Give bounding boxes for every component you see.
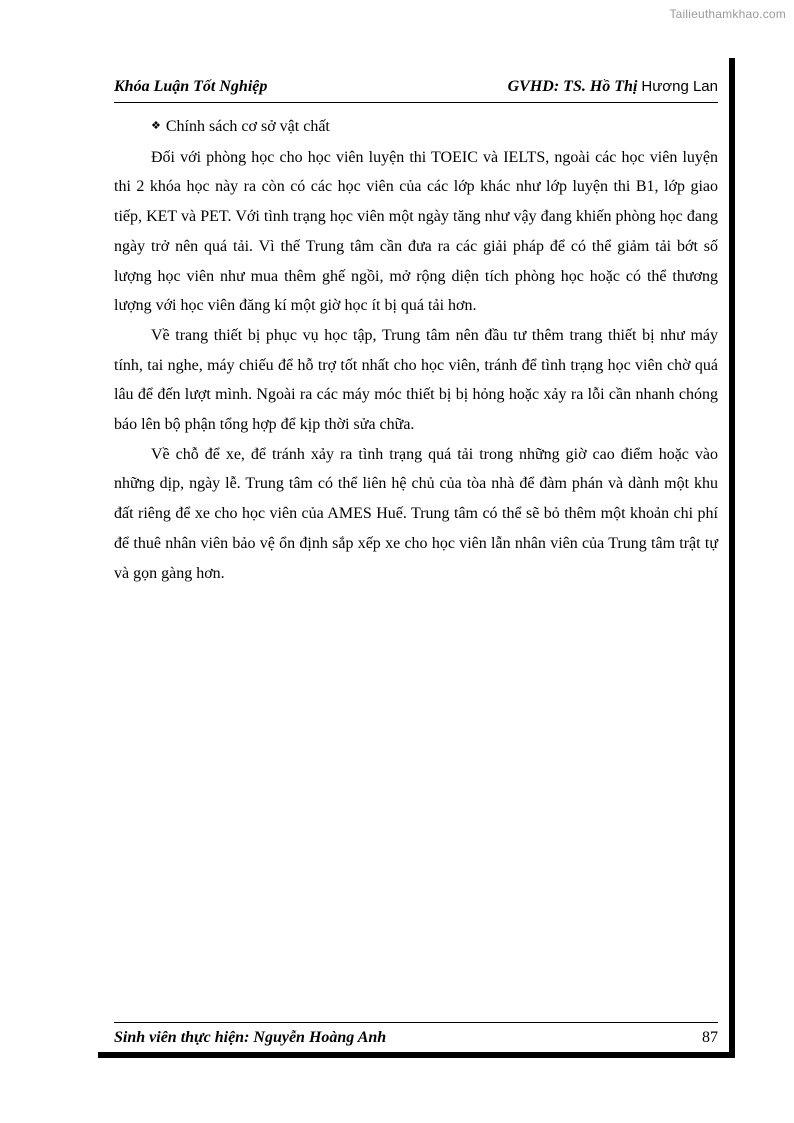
section-heading-text: Chính sách cơ sở vật chất bbox=[165, 118, 330, 135]
section-heading bbox=[151, 112, 718, 143]
header-supervisor bbox=[508, 78, 718, 96]
header-supervisor-label: GVHD: TS. Hồ Thị bbox=[507, 78, 638, 95]
diamond-bullet-icon: ❖ bbox=[151, 119, 161, 132]
header-thesis-title: Khóa Luận Tốt Nghiệp bbox=[114, 78, 268, 95]
page-footer bbox=[114, 1022, 718, 1046]
paragraph: Về trang thiết bị phục vụ học tập, Trung tâm nên đầu tư thêm trang thiết bị như máy tính, tai nghe, máy chiếu để hỗ trợ tốt nhất cho học viên, tránh để tình trạng học viên chờ quá lâu để đến lượt mình. Ngoài ra các máy móc thiết bị bị hỏng hoặc xảy ra lỗi cần nhanh chóng báo lên bộ phận tổng hợp để kịp thời sửa chữa. bbox=[114, 326, 718, 434]
page-header bbox=[114, 78, 718, 103]
paragraph: Đối với phòng học cho học viên luyện thi TOEIC và IELTS, ngoài các học viên luyện thi 2 khóa học này ra còn có các học viên của các lớp khác như lớp luyện thi B1, lớp giao tiếp, KET và PET. Với tình trạng học viên một ngày tăng như vậy đang khiến phòng học đang ngày trở nên quá tải. Vì thế Trung tâm cần đưa ra các giải pháp để có thể giảm tải bớt số lượng học viên như mua thêm ghế ngồi, mở rộng diện tích phòng học hoặc có thể thương lượng với học viên đăng kí một giờ học ít bị quá tải hơn. bbox=[114, 148, 718, 315]
page-content bbox=[114, 112, 718, 588]
paragraph: Về chỗ để xe, để tránh xảy ra tình trạng quá tải trong những giờ cao điểm hoặc vào những dịp, ngày lễ. Trung tâm có thể liên hệ chủ của tòa nhà để đàm phán và dành một khu đất riêng để xe cho học viên của AMES Huế. Trung tâm có thể sẽ bỏ thêm một khoản chi phí để thuê nhân viên bảo vệ ổn định sắp xếp xe cho học viên lẫn nhân viên của Trung tâm trật tự và gọn gàng hơn. bbox=[114, 445, 718, 582]
page-number: 87 bbox=[702, 1029, 718, 1046]
header-supervisor-name: Hương Lan bbox=[641, 78, 718, 95]
watermark: Tailieuthamkhao.com bbox=[669, 7, 786, 21]
footer-student: Sinh viên thực hiện: Nguyễn Hoàng Anh bbox=[114, 1029, 387, 1046]
